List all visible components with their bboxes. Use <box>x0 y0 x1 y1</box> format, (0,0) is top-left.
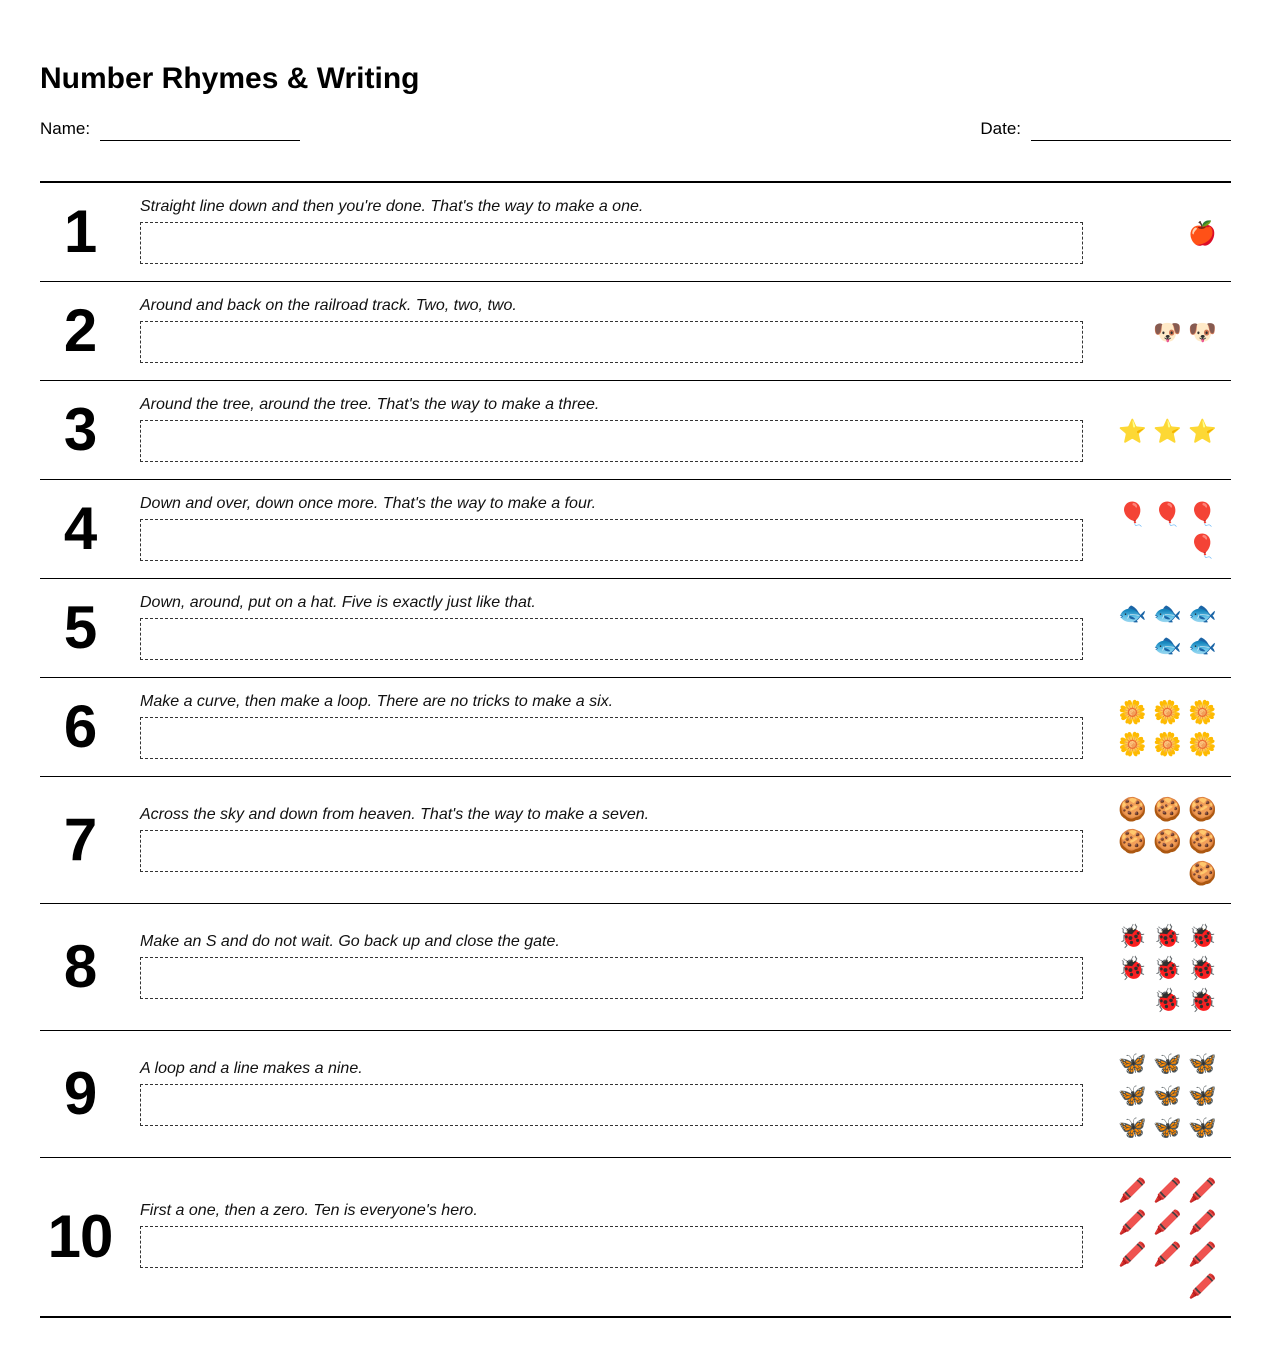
number-row-5 <box>40 579 1231 678</box>
balloon-icon: 🎈 <box>1118 501 1147 527</box>
apple-icon: 🍎 <box>1188 220 1217 246</box>
fish-icon: 🐟 <box>1188 600 1217 626</box>
writing-box[interactable] <box>140 830 1083 872</box>
number-label: 3 <box>63 396 97 463</box>
date-field <box>980 118 1231 140</box>
flower-icon: 🌼 <box>1188 699 1217 725</box>
counting-icons <box>1115 318 1220 346</box>
rhyme-text: Down and over, down once more. That's the way to make a four. <box>140 495 597 512</box>
counting-icons <box>1115 500 1220 560</box>
row-content <box>140 692 1083 759</box>
number-rows <box>40 181 1231 1318</box>
cookie-icon: 🍪 <box>1188 796 1217 822</box>
balloon-icon: 🎈 <box>1188 501 1217 527</box>
writing-box[interactable] <box>140 957 1083 999</box>
cookie-icon: 🍪 <box>1118 796 1147 822</box>
counting-icons <box>1115 795 1220 887</box>
name-input-line[interactable] <box>100 119 300 141</box>
writing-box[interactable] <box>140 321 1083 363</box>
number-label: 6 <box>63 693 97 760</box>
cookie-icon: 🍪 <box>1118 828 1147 854</box>
number-row-4 <box>40 480 1231 579</box>
name-field <box>40 118 300 140</box>
counting-icons <box>1115 417 1220 445</box>
crayon-icon: 🖍️ <box>1153 1177 1182 1203</box>
rhyme-text: Around and back on the railroad track. Two, two, two. <box>140 297 517 314</box>
name-label: Name: <box>40 119 91 138</box>
ladybug-icon: 🐞 <box>1153 955 1182 981</box>
butterfly-icon: 🦋 <box>1118 1114 1147 1140</box>
crayon-icon: 🖍️ <box>1153 1241 1182 1267</box>
ladybug-icon: 🐞 <box>1188 987 1217 1013</box>
rhyme-text: Down, around, put on a hat. Five is exactly just like that. <box>140 594 536 611</box>
number-label: 4 <box>63 495 97 562</box>
cookie-icon: 🍪 <box>1153 828 1182 854</box>
butterfly-icon: 🦋 <box>1118 1082 1147 1108</box>
counting-icons <box>1115 1049 1220 1141</box>
number-label: 10 <box>47 1203 113 1270</box>
writing-box[interactable] <box>140 420 1083 462</box>
flower-icon: 🌼 <box>1118 731 1147 757</box>
counting-icons <box>1115 599 1220 659</box>
number-row-1 <box>40 183 1231 282</box>
crayon-icon: 🖍️ <box>1188 1209 1217 1235</box>
crayon-icon: 🖍️ <box>1118 1241 1147 1267</box>
butterfly-icon: 🦋 <box>1188 1114 1217 1140</box>
counting-icons <box>1115 698 1220 758</box>
cookie-icon: 🍪 <box>1153 796 1182 822</box>
number-label: 5 <box>63 594 97 661</box>
date-label: Date: <box>980 119 1021 138</box>
butterfly-icon: 🦋 <box>1153 1082 1182 1108</box>
crayon-icon: 🖍️ <box>1118 1177 1147 1203</box>
dog-face-icon: 🐶 <box>1153 319 1182 345</box>
balloon-icon: 🎈 <box>1188 533 1217 559</box>
rhyme-text: Across the sky and down from heaven. That's the way to make a seven. <box>140 806 650 823</box>
flower-icon: 🌼 <box>1153 699 1182 725</box>
cookie-icon: 🍪 <box>1188 828 1217 854</box>
butterfly-icon: 🦋 <box>1118 1050 1147 1076</box>
writing-box[interactable] <box>140 618 1083 660</box>
fish-icon: 🐟 <box>1153 600 1182 626</box>
writing-box[interactable] <box>140 1084 1083 1126</box>
rhyme-text: Around the tree, around the tree. That's the way to make a three. <box>140 396 600 413</box>
flower-icon: 🌼 <box>1188 731 1217 757</box>
ladybug-icon: 🐞 <box>1153 923 1182 949</box>
star-icon: ⭐ <box>1118 418 1147 444</box>
writing-box[interactable] <box>140 717 1083 759</box>
butterfly-icon: 🦋 <box>1153 1114 1182 1140</box>
crayon-icon: 🖍️ <box>1188 1273 1217 1299</box>
star-icon: ⭐ <box>1188 418 1217 444</box>
row-content <box>140 395 1083 462</box>
page-title: Number Rhymes & Writing <box>40 62 420 95</box>
rhyme-text: Make an S and do not wait. Go back up and close the gate. <box>140 933 560 950</box>
number-label: 2 <box>63 297 97 364</box>
rhyme-text: First a one, then a zero. Ten is everyone's hero. <box>140 1202 478 1219</box>
date-input-line[interactable] <box>1031 119 1231 141</box>
crayon-icon: 🖍️ <box>1153 1209 1182 1235</box>
rhyme-text: A loop and a line makes a nine. <box>140 1060 363 1077</box>
dog-face-icon: 🐶 <box>1188 319 1217 345</box>
number-label: 9 <box>63 1060 97 1127</box>
flower-icon: 🌼 <box>1153 731 1182 757</box>
row-content <box>140 296 1083 363</box>
ladybug-icon: 🐞 <box>1118 955 1147 981</box>
writing-box[interactable] <box>140 222 1083 264</box>
rhyme-text: Straight line down and then you're done. That's the way to make a one. <box>140 198 644 215</box>
counting-icons <box>1115 219 1220 247</box>
number-row-6 <box>40 678 1231 777</box>
rhyme-text: Make a curve, then make a loop. There are no tricks to make a six. <box>140 693 614 710</box>
counting-icons <box>1115 922 1220 1014</box>
number-row-8 <box>40 904 1231 1031</box>
row-content <box>140 197 1083 264</box>
ladybug-icon: 🐞 <box>1153 987 1182 1013</box>
ladybug-icon: 🐞 <box>1188 923 1217 949</box>
butterfly-icon: 🦋 <box>1188 1050 1217 1076</box>
number-label: 7 <box>63 806 97 873</box>
ladybug-icon: 🐞 <box>1188 955 1217 981</box>
ladybug-icon: 🐞 <box>1118 923 1147 949</box>
flower-icon: 🌼 <box>1118 699 1147 725</box>
number-row-2 <box>40 282 1231 381</box>
row-content <box>140 593 1083 660</box>
row-content <box>140 1201 1083 1268</box>
number-row-10 <box>40 1158 1231 1316</box>
crayon-icon: 🖍️ <box>1118 1209 1147 1235</box>
row-content <box>140 805 1083 872</box>
number-row-3 <box>40 381 1231 480</box>
number-label: 8 <box>63 933 97 1000</box>
number-row-9 <box>40 1031 1231 1158</box>
fish-icon: 🐟 <box>1153 632 1182 658</box>
balloon-icon: 🎈 <box>1153 501 1182 527</box>
butterfly-icon: 🦋 <box>1188 1082 1217 1108</box>
fish-icon: 🐟 <box>1118 600 1147 626</box>
crayon-icon: 🖍️ <box>1188 1177 1217 1203</box>
counting-icons <box>1115 1176 1220 1300</box>
cookie-icon: 🍪 <box>1188 860 1217 886</box>
fish-icon: 🐟 <box>1188 632 1217 658</box>
number-label: 1 <box>63 198 97 265</box>
writing-box[interactable] <box>140 1226 1083 1268</box>
row-content <box>140 1059 1083 1126</box>
row-content <box>140 494 1083 561</box>
butterfly-icon: 🦋 <box>1153 1050 1182 1076</box>
writing-box[interactable] <box>140 519 1083 561</box>
crayon-icon: 🖍️ <box>1188 1241 1217 1267</box>
row-content <box>140 932 1083 999</box>
star-icon: ⭐ <box>1153 418 1182 444</box>
number-row-7 <box>40 777 1231 904</box>
